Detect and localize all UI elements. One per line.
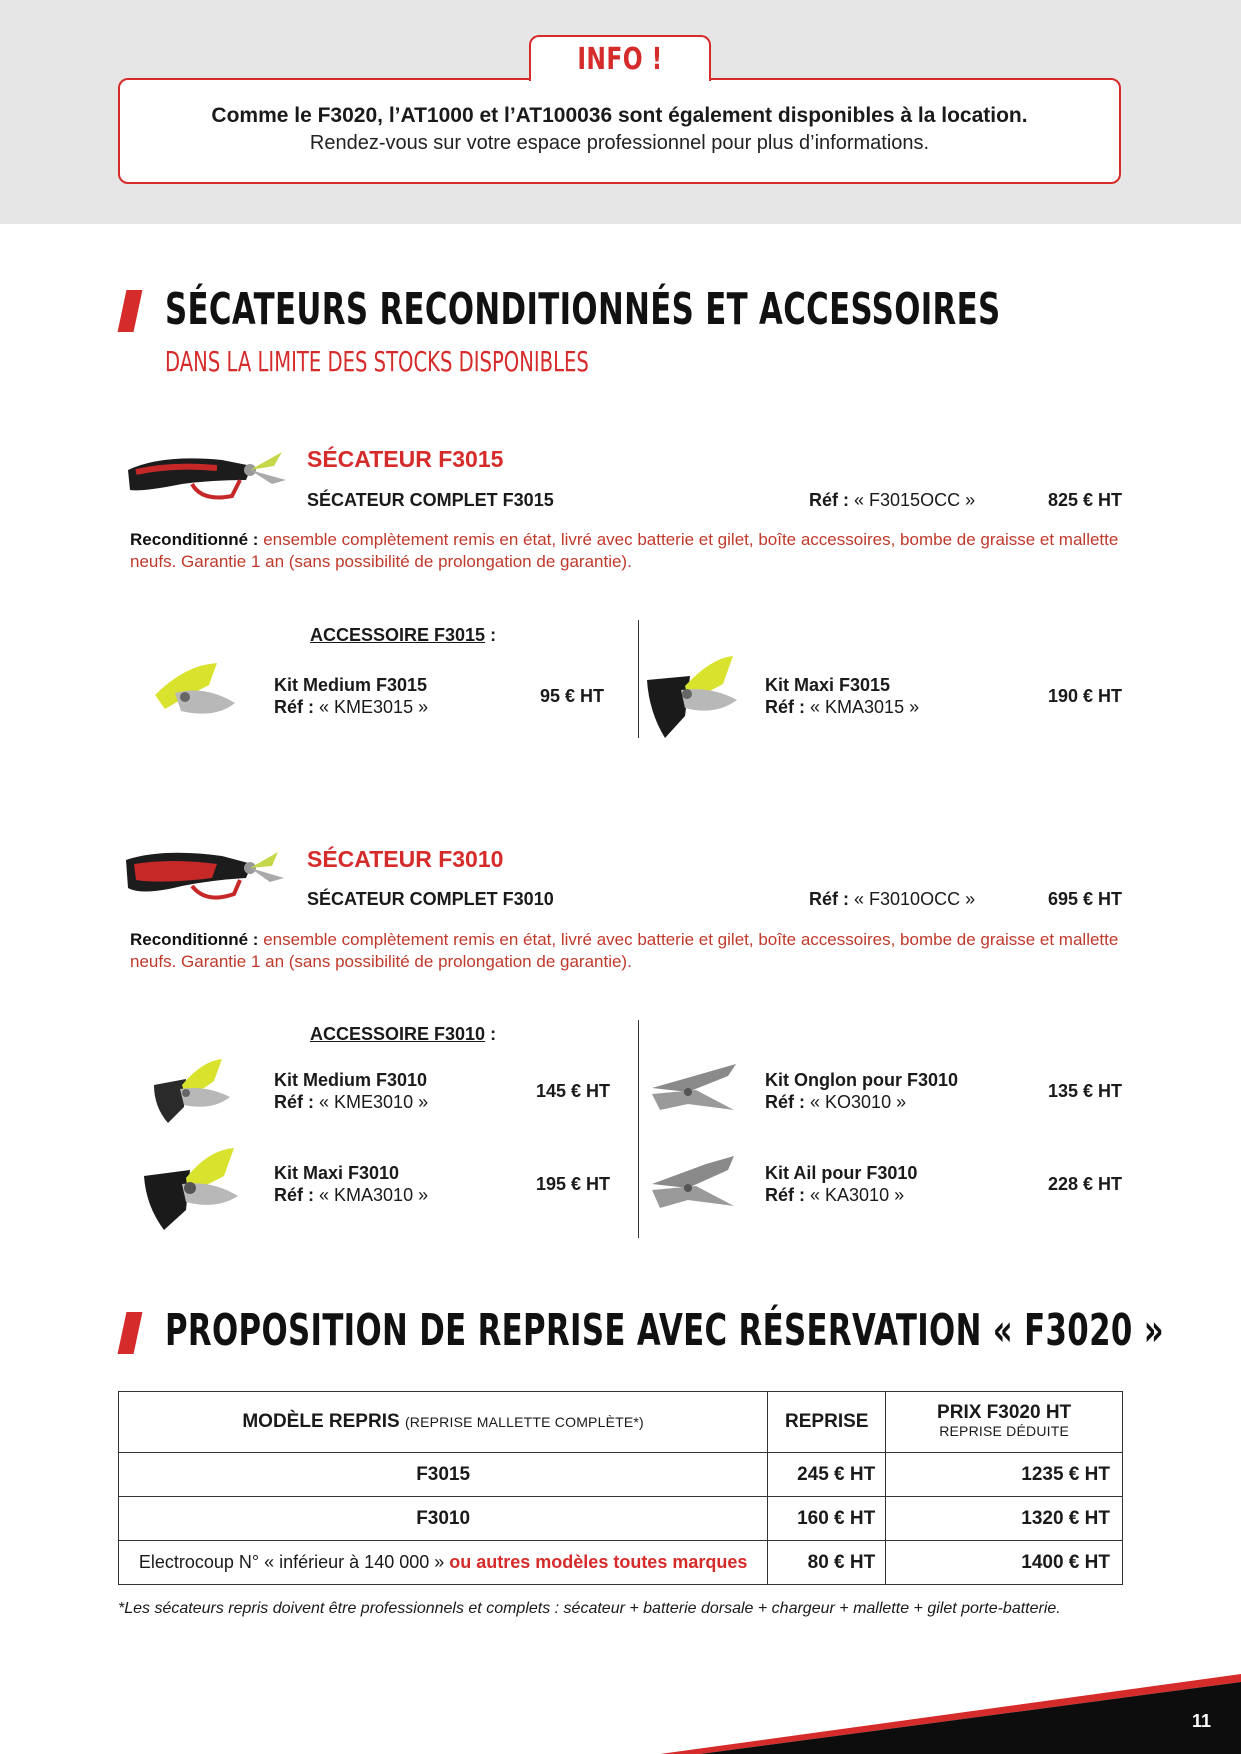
section-subtitle: DANS LA LIMITE DES STOCKS DISPONIBLES xyxy=(165,345,589,378)
section-title: SÉCATEURS RECONDITIONNÉS ET ACCESSOIRES xyxy=(165,284,1001,335)
recond-text: Reconditionné : ensemble complètement remis en état, livré avec batterie et gilet, boîte accessoires, bombe de graisse et mallette neufs. Garantie 1 an (sans possibilité de prolongation de garantie). xyxy=(130,930,1119,971)
kit-ref: Réf : « KO3010 » xyxy=(765,1092,907,1112)
table-cell-reprise: 80 € HT xyxy=(768,1541,886,1585)
kit-item xyxy=(765,674,919,718)
product-ref: Réf : « F3010OCC » xyxy=(809,889,976,909)
page-number: 11 xyxy=(1192,1711,1212,1731)
kit-maxi-image xyxy=(142,1140,242,1232)
kit-ref: Réf : « KMA3015 » xyxy=(765,697,920,717)
section-title: PROPOSITION DE REPRISE AVEC RÉSERVATION « F3020 » xyxy=(165,1305,1164,1356)
product-title: SÉCATEUR F3015 xyxy=(307,446,504,472)
corner-decoration xyxy=(0,1660,1241,1754)
kit-item xyxy=(274,1069,428,1113)
kit-name: Kit Onglon pour F3010 xyxy=(765,1070,959,1090)
kit-ref: Réf : « KME3015 » xyxy=(274,697,429,717)
product-complete: SÉCATEUR COMPLET F3015 xyxy=(307,490,554,510)
info-title: INFO ! xyxy=(577,42,663,77)
divider xyxy=(638,1020,639,1238)
kit-onglon-image xyxy=(648,1060,740,1120)
section-marker xyxy=(118,290,143,332)
info-line-2: Rendez-vous sur votre espace professionnel pour plus d’informations. xyxy=(309,132,930,154)
table-row xyxy=(119,1541,1123,1585)
product-price: 695 € HT xyxy=(1047,889,1122,909)
kit-item xyxy=(274,674,428,718)
kit-name: Kit Ail pour F3010 xyxy=(765,1163,918,1183)
table-header-model: MODÈLE REPRIS (REPRISE MALLETTE COMPLÈTE*) xyxy=(119,1392,768,1453)
product-title: SÉCATEUR F3010 xyxy=(307,846,504,872)
table-cell-model: F3010 xyxy=(119,1497,768,1541)
table-header-row xyxy=(119,1392,1123,1453)
pruner-f3010-image xyxy=(122,840,292,910)
table-cell-price: 1235 € HT xyxy=(886,1453,1123,1497)
kit-maxi-image xyxy=(645,650,740,740)
accessory-heading: ACCESSOIRE F3015 : xyxy=(310,625,497,645)
kit-price: 135 € HT xyxy=(1047,1081,1122,1101)
kit-name: Kit Medium F3015 xyxy=(274,675,428,695)
kit-item xyxy=(765,1069,958,1113)
table-cell-reprise: 245 € HT xyxy=(768,1453,886,1497)
kit-medium-image xyxy=(150,1055,235,1127)
kit-name: Kit Maxi F3010 xyxy=(274,1163,400,1183)
table-cell-model: Electrocoup N° « inférieur à 140 000 » ou autres modèles toutes marques xyxy=(119,1541,768,1585)
table-cell-model: F3015 xyxy=(119,1453,768,1497)
table-row xyxy=(119,1453,1123,1497)
kit-price: 95 € HT xyxy=(539,686,604,706)
table-cell-price: 1400 € HT xyxy=(886,1541,1123,1585)
table-cell-reprise: 160 € HT xyxy=(768,1497,886,1541)
recond-text: Reconditionné : ensemble complètement remis en état, livré avec batterie et gilet, boîte accessoires, bombe de graisse et mallette neufs. Garantie 1 an (sans possibilité de prolongation de garantie). xyxy=(130,530,1119,571)
table-header-price: PRIX F3020 HT REPRISE DÉDUITE xyxy=(886,1392,1123,1453)
info-line-1: Comme le F3020, l’AT1000 et l’AT100036 sont également disponibles à la location. xyxy=(211,104,1028,127)
kit-name: Kit Maxi F3015 xyxy=(765,675,891,695)
kit-name: Kit Medium F3010 xyxy=(274,1070,428,1090)
kit-item xyxy=(274,1162,428,1206)
product-complete: SÉCATEUR COMPLET F3010 xyxy=(307,889,554,909)
table-row xyxy=(119,1497,1123,1541)
kit-price: 190 € HT xyxy=(1047,686,1122,706)
footnote: *Les sécateurs repris doivent être professionnels et complets : sécateur + batterie dorsale + chargeur + mallette + gilet porte-batterie. xyxy=(118,1600,1061,1617)
pruner-f3015-image xyxy=(122,440,292,510)
table-cell-price: 1320 € HT xyxy=(886,1497,1123,1541)
info-box xyxy=(118,78,1121,184)
kit-item xyxy=(765,1162,917,1206)
reprise-table xyxy=(118,1391,1123,1585)
table-header-reprise: REPRISE xyxy=(768,1392,886,1453)
kit-price: 228 € HT xyxy=(1047,1174,1122,1194)
kit-price: 145 € HT xyxy=(535,1081,610,1101)
accessory-heading: ACCESSOIRE F3010 : xyxy=(310,1024,497,1044)
kit-ref: Réf : « KA3010 » xyxy=(765,1185,905,1205)
product-ref: Réf : « F3015OCC » xyxy=(809,490,976,510)
kit-ref: Réf : « KMA3010 » xyxy=(274,1185,429,1205)
kit-ail-image xyxy=(648,1152,740,1214)
divider xyxy=(638,620,639,738)
kit-price: 195 € HT xyxy=(535,1174,610,1194)
kit-medium-image xyxy=(145,655,240,730)
kit-ref: Réf : « KME3010 » xyxy=(274,1092,429,1112)
product-price: 825 € HT xyxy=(1047,490,1122,510)
section-marker xyxy=(118,1312,143,1354)
